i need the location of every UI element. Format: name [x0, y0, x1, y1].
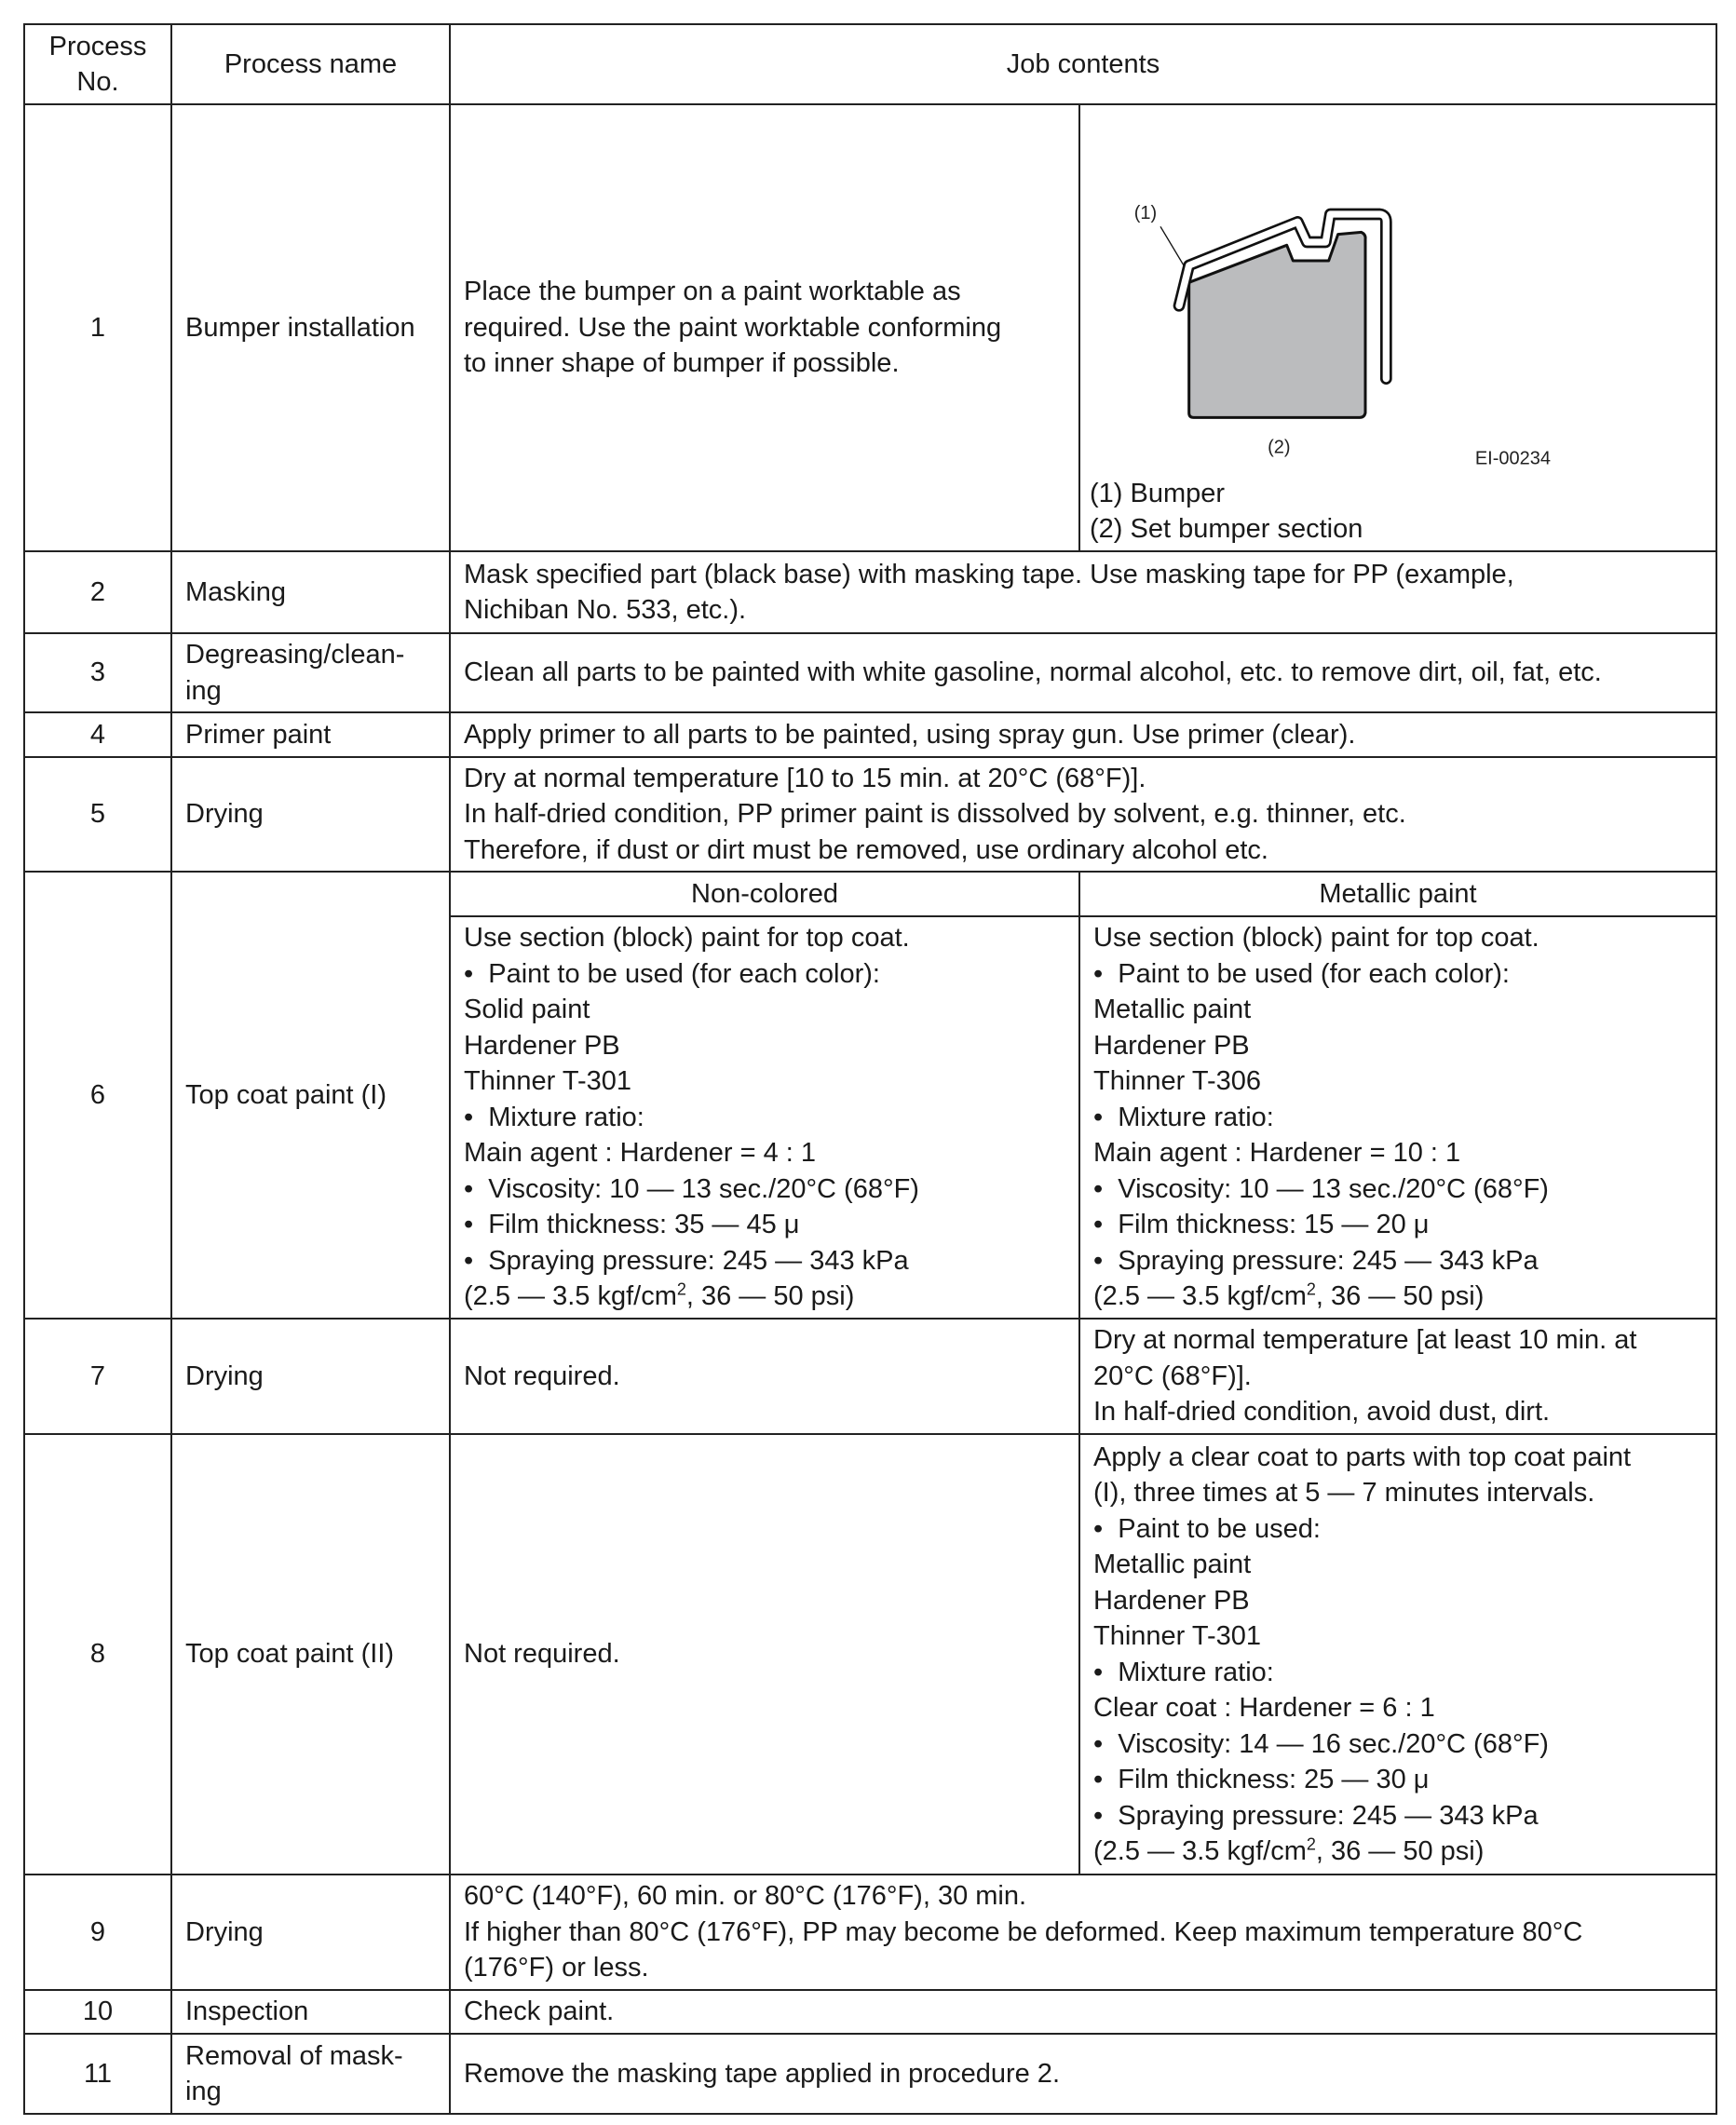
process-no: 3 [24, 633, 171, 712]
text-line: • Paint to be used: [1093, 1513, 1321, 1544]
text-line: Use section (block) paint for top coat. [464, 923, 910, 954]
figure-id: EI-00234 [1474, 448, 1551, 469]
text-line: Not required. [464, 1639, 620, 1670]
process-name [171, 712, 450, 757]
metallic-contents [1079, 916, 1716, 1319]
table-row [24, 551, 1716, 633]
process-no: 10 [24, 1990, 171, 2034]
process-name [171, 1875, 450, 1990]
process-name [171, 1319, 450, 1434]
job-contents [450, 757, 1716, 872]
table-row [24, 1990, 1716, 2034]
subheader-metallic-paint: Metallic paint [1079, 872, 1716, 916]
text-line: Inspection [185, 1996, 309, 2027]
text-pre: (2.5 — 3.5 kgf/cm [1093, 1281, 1307, 1312]
text-line: • Paint to be used (for each color): [1093, 958, 1510, 989]
text-line: Metallic paint [1093, 1550, 1252, 1579]
non-colored-contents [450, 916, 1079, 1319]
text-line: Drying [185, 1360, 264, 1391]
subheader-non-colored: Non-colored [450, 872, 1079, 916]
text-line: Therefore, if dust or dirt must be removed, use ordinary alcohol etc. [464, 834, 1268, 865]
process-no: 1 [24, 104, 171, 551]
job-contents [450, 104, 1079, 551]
text-line: Main agent : Hardener = 4 : 1 [464, 1138, 817, 1169]
text-line: Top coat paint (II) [185, 1639, 395, 1670]
table-row [24, 757, 1716, 872]
text-line: In half-dried condition, avoid dust, dirt. [1093, 1397, 1551, 1428]
job-contents [450, 2034, 1716, 2114]
metallic-contents [1079, 1319, 1716, 1434]
text-post: , 36 — 50 psi) [1315, 1281, 1485, 1312]
table-row [24, 2034, 1716, 2114]
non-colored-contents [450, 1319, 1079, 1434]
text-sup: 2 [1306, 1834, 1316, 1854]
text-post: , 36 — 50 psi) [1315, 1836, 1485, 1866]
text-line: Process [48, 31, 147, 61]
process-name [171, 633, 450, 712]
job-contents [450, 551, 1716, 633]
table-row [24, 1875, 1716, 1990]
header-job-contents: Job contents [450, 24, 1716, 104]
process-name [171, 757, 450, 872]
process-no: 7 [24, 1319, 171, 1434]
text-line: Apply primer to all parts to be painted, using spray gun. Use primer (clear). [464, 719, 1356, 750]
text-sup: 2 [1306, 1279, 1316, 1299]
text-line: Dry at normal temperature [at least 10 min. at [1093, 1325, 1637, 1356]
text-line: 20°C (68°F)]. [1093, 1360, 1252, 1391]
process-no: 2 [24, 551, 171, 633]
non-colored-contents [450, 1434, 1079, 1875]
process-name [171, 1434, 450, 1875]
leader-line [1160, 226, 1184, 265]
text-line: • Spraying pressure: 245 — 343 kPa [1093, 1800, 1539, 1831]
process-no: 9 [24, 1875, 171, 1990]
text-line: Hardener PB [464, 1030, 620, 1061]
text-line: Bumper installation [185, 312, 415, 343]
text-line: Thinner T-301 [464, 1066, 632, 1097]
text-sup: 2 [676, 1279, 686, 1299]
text-line: No. [76, 67, 119, 97]
text-line: • Spraying pressure: 245 — 343 kPa [464, 1245, 909, 1276]
header-process-name: Process name [171, 24, 450, 104]
text-line: Clean all parts to be painted with white gasoline, normal alcohol, etc. to remove dirt, oil, fat, etc. [464, 657, 1602, 688]
caption-bumper: (1) Bumper [1090, 479, 1226, 508]
caption-set-bumper-section: (2) Set bumper section [1090, 514, 1363, 544]
text-line: Nichiban No. 533, etc.). [464, 595, 747, 625]
text-line: Clear coat : Hardener = 6 : 1 [1093, 1693, 1435, 1723]
text-line: • Viscosity: 14 — 16 sec./20°C (68°F) [1093, 1728, 1549, 1759]
header-row [24, 24, 1716, 104]
text-line: Top coat paint (I) [185, 1079, 387, 1110]
text-line: Degreasing/clean- [185, 640, 405, 670]
table-row [24, 1434, 1716, 1875]
text-line: (176°F) or less. [464, 1953, 649, 1983]
process-name [171, 104, 450, 551]
label-1: (1) [1133, 203, 1158, 223]
text-line: Hardener PB [1093, 1030, 1250, 1061]
text-line: Solid paint [464, 995, 590, 1025]
process-name [171, 2034, 450, 2114]
text-line: required. Use the paint worktable conforming [464, 312, 1002, 343]
text-line: 60°C (140°F), 60 min. or 80°C (176°F), 30 min. [464, 1881, 1027, 1912]
job-contents [450, 1875, 1716, 1990]
text-line: Main agent : Hardener = 10 : 1 [1093, 1138, 1461, 1169]
header-process-no [24, 24, 171, 104]
process-no: 8 [24, 1434, 171, 1875]
text-line: • Paint to be used (for each color): [464, 958, 880, 989]
text-line: Metallic paint [1093, 995, 1252, 1025]
text-line: ing [185, 675, 222, 706]
job-contents [450, 633, 1716, 712]
process-name [171, 551, 450, 633]
text-line: Place the bumper on a paint worktable as [464, 277, 961, 307]
text-pre: (2.5 — 3.5 kgf/cm [1093, 1836, 1307, 1866]
text-line: Remove the masking tape applied in procedure 2. [464, 2058, 1060, 2089]
text-post: , 36 — 50 psi) [685, 1281, 855, 1312]
text-line: Thinner T-301 [1093, 1621, 1262, 1651]
text-line: Use section (block) paint for top coat. [1093, 923, 1539, 954]
process-name [171, 872, 450, 1319]
text-line: Drying [185, 799, 264, 830]
text-line [1093, 1834, 1702, 1870]
text-line: Mask specified part (black base) with masking tape. Use masking tape for PP (example, [464, 559, 1514, 589]
text-line: Removal of mask- [185, 2040, 403, 2071]
process-no: 11 [24, 2034, 171, 2114]
metallic-contents [1079, 1434, 1716, 1875]
process-no: 6 [24, 872, 171, 1319]
table-row [24, 712, 1716, 757]
text-line: • Mixture ratio: [1093, 1102, 1274, 1132]
text-line: Drying [185, 1916, 264, 1947]
process-no: 4 [24, 712, 171, 757]
text-line: • Mixture ratio: [1093, 1657, 1274, 1687]
text-line: Check paint. [464, 1996, 615, 2027]
label-2: (2) [1268, 437, 1291, 458]
text-line: • Viscosity: 10 — 13 sec./20°C (68°F) [464, 1173, 919, 1204]
text-line: Hardener PB [1093, 1585, 1250, 1616]
text-line: • Viscosity: 10 — 13 sec./20°C (68°F) [1093, 1173, 1549, 1204]
text-line [464, 1279, 1065, 1315]
process-no: 5 [24, 757, 171, 872]
text-line: • Spraying pressure: 245 — 343 kPa [1093, 1245, 1539, 1276]
text-line: • Film thickness: 15 — 20 μ [1093, 1210, 1430, 1240]
text-pre: (2.5 — 3.5 kgf/cm [464, 1281, 677, 1312]
job-contents [450, 712, 1716, 757]
table-row [24, 872, 1716, 916]
text-line: Apply a clear coat to parts with top coat paint [1093, 1441, 1632, 1472]
text-line: • Film thickness: 35 — 45 μ [464, 1210, 800, 1240]
text-line: In half-dried condition, PP primer paint is dissolved by solvent, e.g. thinner, etc. [464, 799, 1406, 830]
job-contents [450, 1990, 1716, 2034]
text-line: Primer paint [185, 719, 332, 750]
process-name [171, 1990, 450, 2034]
text-line: (I), three times at 5 — 7 minutes intervals. [1093, 1478, 1595, 1508]
text-line: to inner shape of bumper if possible. [464, 348, 900, 379]
text-line: Thinner T-306 [1093, 1066, 1262, 1097]
text-line: • Film thickness: 25 — 30 μ [1093, 1765, 1430, 1794]
text-line: Masking [185, 576, 286, 607]
text-line: ing [185, 2077, 222, 2106]
table-row [24, 1319, 1716, 1434]
text-line: If higher than 80°C (176°F), PP may become be deformed. Keep maximum temperature 80°C [464, 1916, 1583, 1947]
text-line [1093, 1279, 1702, 1315]
text-line: Not required. [464, 1360, 620, 1391]
text-line: • Mixture ratio: [464, 1102, 644, 1132]
table-row [24, 633, 1716, 712]
text-line: Dry at normal temperature [10 to 15 min. at 20°C (68°F)]. [464, 763, 1146, 793]
